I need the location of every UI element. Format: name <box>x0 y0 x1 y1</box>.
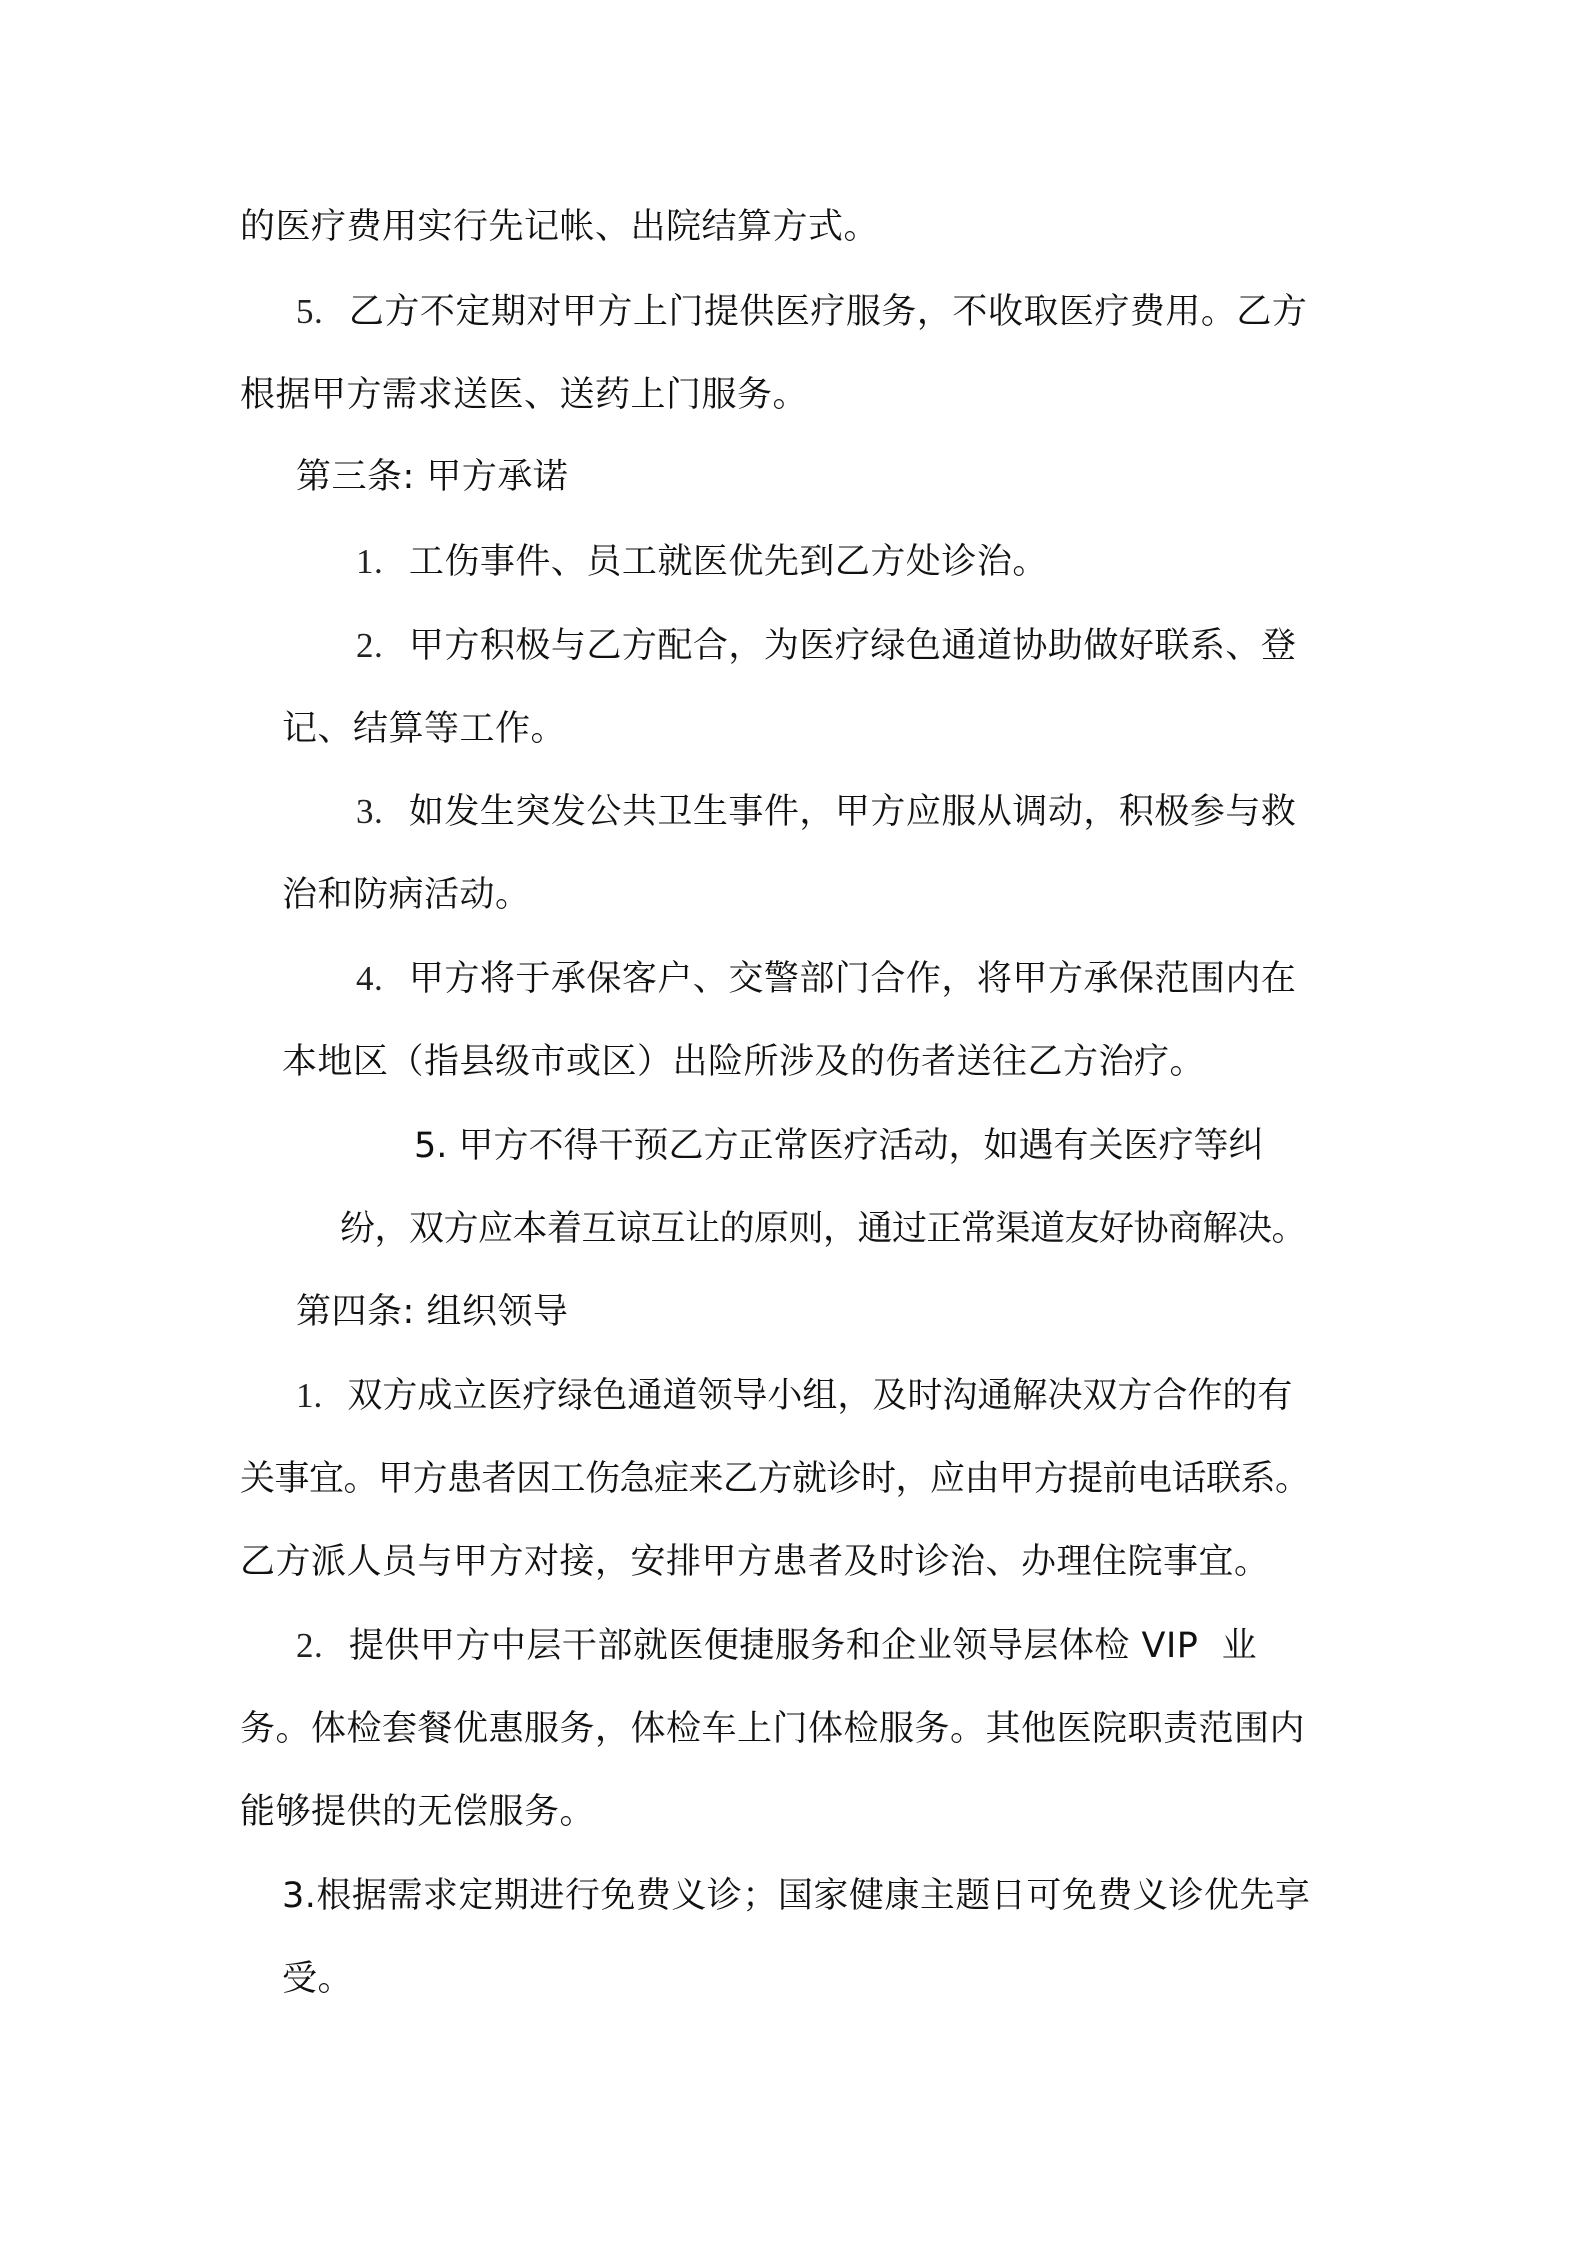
paragraph-line <box>240 205 879 249</box>
paragraph-line <box>282 1874 1310 1918</box>
item-number: 4. <box>356 959 384 998</box>
item-number: 3. <box>356 792 384 831</box>
paragraph-line <box>240 1790 595 1834</box>
list-item-line <box>356 957 1296 1001</box>
line-text: 关事宜。甲方患者因工伤急症来乙方就诊时，应由甲方提前电话联系。 <box>240 1459 1310 1499</box>
line-text: 如发生突发公共卫生事件，甲方应服从调动，积极参与救 <box>408 792 1297 832</box>
list-item-line <box>356 540 1048 584</box>
paragraph-line <box>340 1207 1306 1251</box>
line-text: 3.根据需求定期进行免费义诊；国家健康主题日可免费义诊优先享 <box>282 1876 1311 1916</box>
list-item-line <box>356 624 1296 668</box>
paragraph-line <box>240 373 808 417</box>
item-number: 1. <box>356 542 384 581</box>
item-number: 2. <box>296 1626 324 1665</box>
list-item-line <box>296 1624 1257 1668</box>
line-text: 乙方派人员与甲方对接，安排甲方患者及时诊治、办理住院事宜。 <box>240 1542 1270 1582</box>
line-text: 治和防病活动。 <box>282 875 531 915</box>
line-text: 纷，双方应本着互谅互让的原则，通过正常渠道友好协商解决。 <box>340 1209 1307 1249</box>
item-number: 5. <box>296 292 324 331</box>
item-number: 2. <box>356 626 384 665</box>
line-text: 甲方将于承保客户、交警部门合作，将甲方承保范围内在 <box>408 959 1297 999</box>
list-item-line <box>356 790 1296 834</box>
line-text: 受。 <box>282 1959 354 1999</box>
line-text: 提供甲方中层干部就医便捷服务和企业领导层体检 VIP 业 <box>348 1626 1258 1666</box>
line-text: 记、结算等工作。 <box>282 709 567 749</box>
item-number: 1. <box>296 1376 323 1415</box>
paragraph-line <box>282 1957 353 2001</box>
paragraph-line <box>240 1707 1305 1751</box>
line-text: 甲方积极与乙方配合，为医疗绿色通道协助做好联系、登 <box>408 626 1297 666</box>
paragraph-line <box>282 707 566 751</box>
line-text: 务。体检套餐优惠服务，体检车上门体检服务。其他医院职责范围内 <box>240 1709 1306 1749</box>
paragraph-line <box>282 873 531 917</box>
line-text: 双方成立医疗绿色通道领导小组，及时沟通解决双方合作的有 <box>347 1376 1293 1416</box>
paragraph-line <box>414 1124 1264 1168</box>
heading-text: 第四条: 组织领导 <box>296 1292 569 1332</box>
line-text: 乙方不定期对甲方上门提供医疗服务，不收取医疗费用。乙方 <box>348 292 1308 332</box>
line-text: 5. 甲方不得干预乙方正常医疗活动，如遇有关医疗等纠 <box>414 1126 1264 1166</box>
line-text: 能够提供的无偿服务。 <box>240 1792 596 1832</box>
heading-text: 第三条: 甲方承诺 <box>296 457 569 497</box>
line-text: 工伤事件、员工就医优先到乙方处诊治。 <box>408 542 1048 582</box>
paragraph-line <box>240 1457 1310 1501</box>
paragraph-line <box>240 1540 1270 1584</box>
line-text: 的医疗费用实行先记帐、出院结算方式。 <box>240 207 880 247</box>
section-heading <box>296 455 568 499</box>
line-text: 本地区（指县级市或区）出险所涉及的伤者送往乙方治疗。 <box>282 1042 1206 1082</box>
line-text: 根据甲方需求送医、送药上门服务。 <box>240 375 809 415</box>
section-heading <box>296 1290 568 1334</box>
list-item-line <box>296 290 1307 334</box>
paragraph-line <box>282 1040 1205 1084</box>
list-item-line <box>296 1374 1292 1418</box>
